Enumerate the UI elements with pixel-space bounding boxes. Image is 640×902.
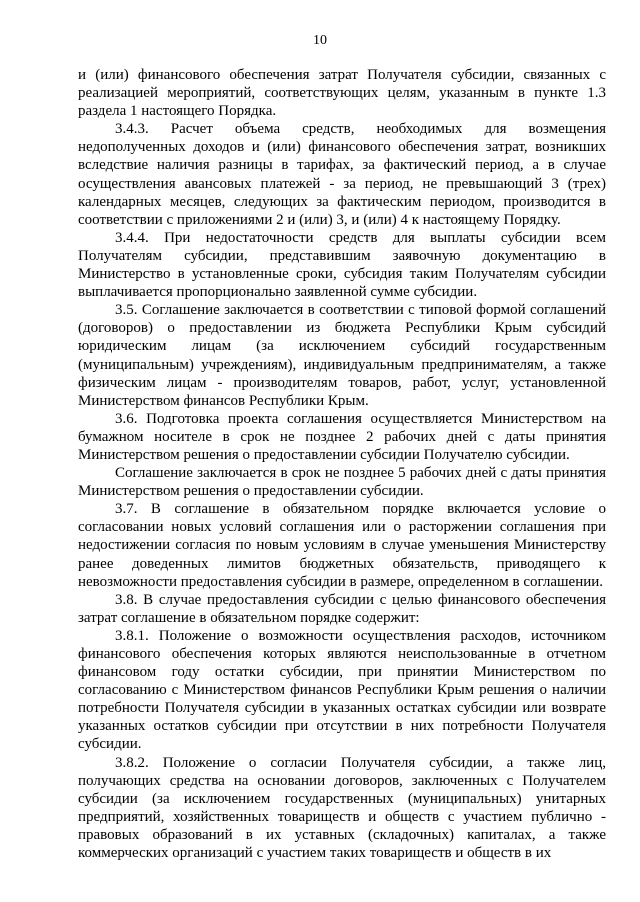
paragraph-3-8-2: 3.8.2. Положение о согласии Получателя субсидии, а также лиц, получающих средства на основании договоров, заключенных с Получателем субсидии (за исключением государственных (муниципальных) унитарных предприятий, хозяйственных товариществ и обществ с участием публично - правовых образований в их уставных (складочных) капиталах, а также коммерческих организаций с участием таких товариществ и обществ в их — [78, 754, 606, 862]
paragraph-3-7: 3.7. В соглашение в обязательном порядке включается условие о согласовании новых условий соглашения или о расторжении соглашения при недостижении согласия по новым условиям в случае уменьшения Министерству ранее доведенных лимитов бюджетных обязательств, приводящего к невозможности предоставления субсидии в размере, определенном в соглашении. — [78, 501, 606, 590]
paragraph-3-6: 3.6. Подготовка проекта соглашения осуществляется Министерством на бумажном носителе в срок не позднее 2 рабочих дней с даты принятия Министерством решения о предоставлении субсидии Получателю субсидии. — [78, 410, 606, 463]
paragraph-continuation: и (или) финансового обеспечения затрат Получателя субсидии, связанных с реализацией мероприятий, соответствующих целям, указанным в пункте 1.3 раздела 1 настоящего Порядка. — [78, 67, 606, 120]
paragraph-3-4-3: 3.4.3. Расчет объема средств, необходимых для возмещения недополученных доходов и (или) финансового обеспечения затрат, возникших вследствие наличия разницы в тарифах, за фактический период, а в случае осуществления авансовых платежей - за период, не превышающий 3 (трех) календарных месяцев, следующих за фактическим периодом, производится в соответствии с приложениями 2 и (или) 3, и (или) 4 к настоящему Порядку. — [78, 121, 606, 228]
document-body — [78, 66, 606, 862]
paragraph-3-8: 3.8. В случае предоставления субсидии с целью финансового обеспечения затрат соглашение в обязательном порядке содержит: — [78, 591, 606, 626]
paragraph-3-5: 3.5. Соглашение заключается в соответствии с типовой формой соглашений (договоров) о предоставлении из бюджета Республики Крым субсидий юридическим лицам (за исключением субсидий государственным (муниципальным) учреждениям), индивидуальным предпринимателям, а также физическим лицам - производителям товаров, работ, услуг, установленной Министерством финансов Республики Крым. — [78, 302, 606, 409]
paragraph-3-8-1: 3.8.1. Положение о возможности осуществления расходов, источником финансового обеспечения которых являются неиспользованные в отчетном финансовом году остатки субсидии, при принятии Министерством по согласованию с Министерством финансов Республики Крым решения о наличии потребности Получателя субсидии в указанных остатках субсидии или возврате указанных остатков субсидии при отсутствии в них потребности Получателя субсидии. — [78, 627, 606, 753]
page-number: 10 — [313, 33, 327, 48]
paragraph-3-6-continued: Соглашение заключается в срок не позднее 5 рабочих дней с даты принятия Министерством решения о предоставлении субсидии. — [78, 465, 606, 500]
paragraph-3-4-4: 3.4.4. При недостаточности средств для выплаты субсидии всем Получателям субсидии, представившим заявочную документацию в Министерство в установленные сроки, субсидия таким Получателям субсидии выплачивается пропорционально заявленной сумме субсидии. — [78, 229, 606, 301]
